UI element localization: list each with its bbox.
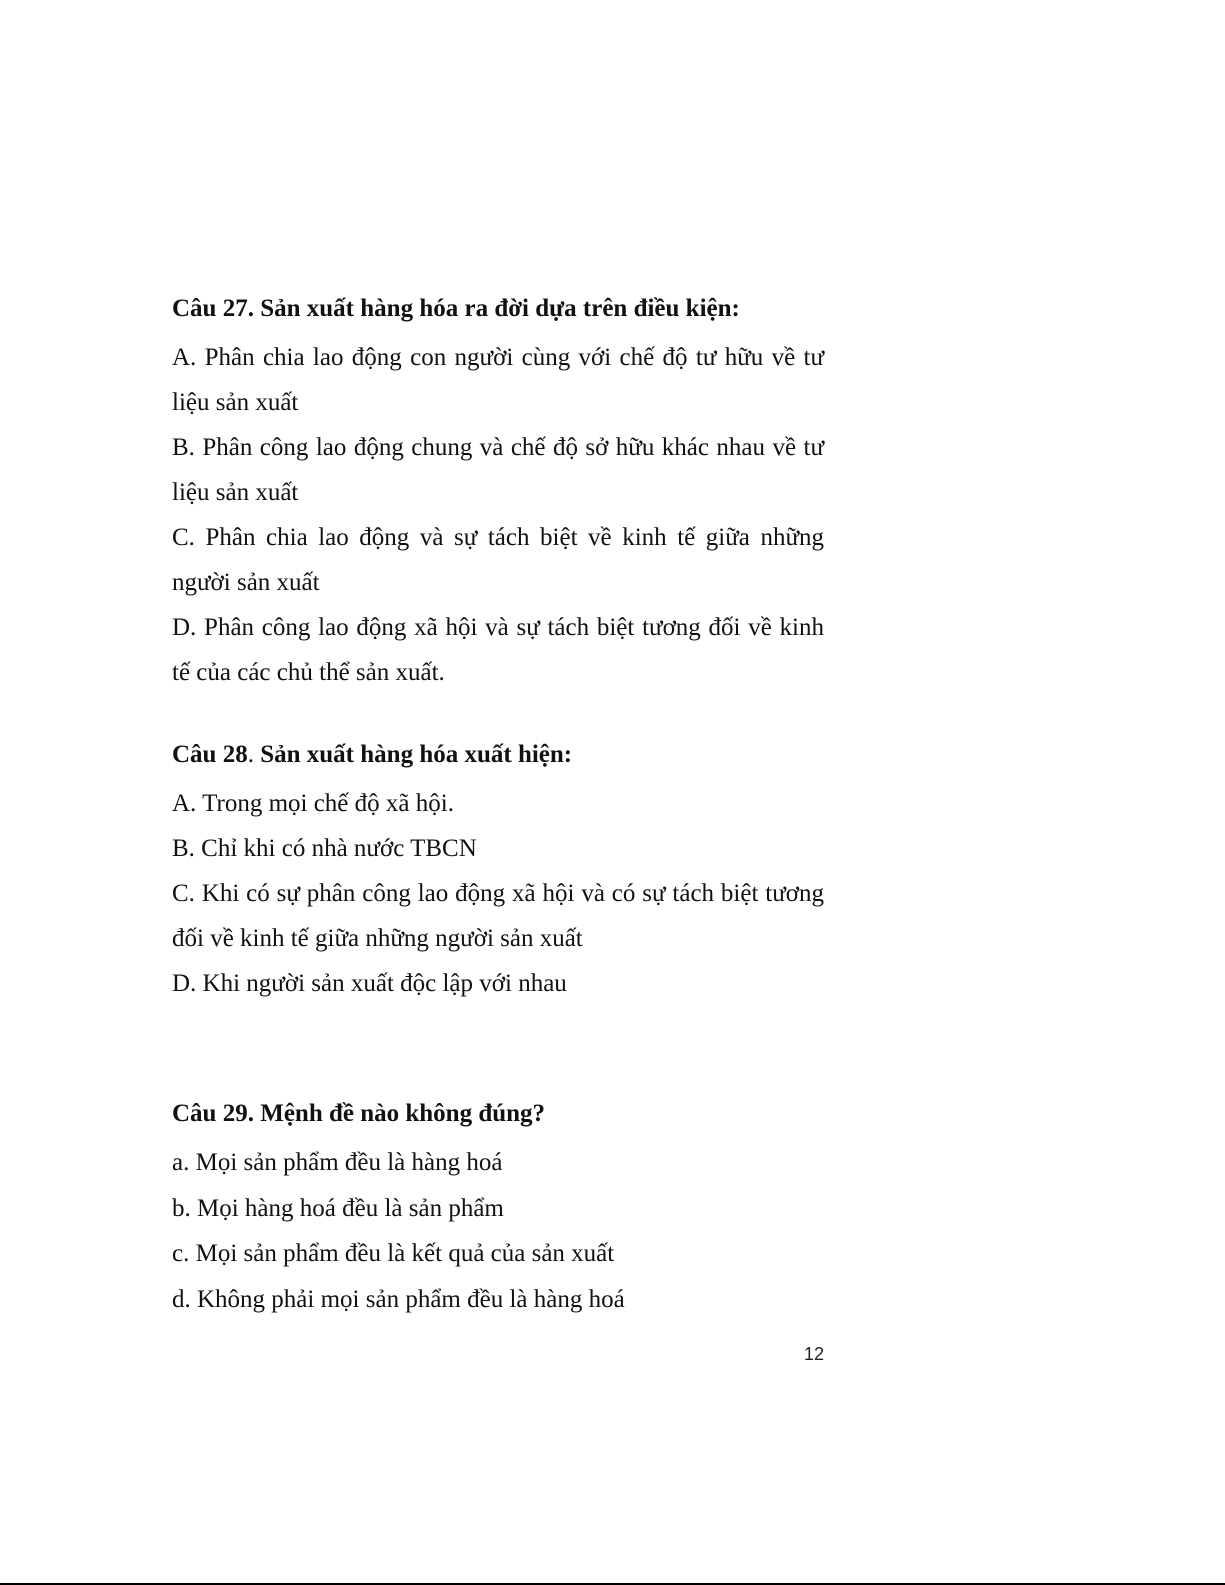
question-separator: . (247, 1100, 254, 1127)
question-text: Sản xuất hàng hóa ra đời dựa trên điều kiện: (253, 295, 740, 322)
question-title (172, 1094, 824, 1134)
page-content (172, 289, 824, 1322)
question-29 (172, 1094, 824, 1322)
page-number: 12 (803, 1344, 824, 1364)
question-text: Mệnh đề nào không đúng? (253, 1100, 546, 1127)
question-number: Câu 27 (172, 295, 248, 322)
answer-option-a: a. Mọi sản phẩm đều là hàng hoá (172, 1149, 503, 1176)
question-title (172, 735, 824, 775)
answer-option-b: B. Chỉ khi có nhà nước TBCN (172, 835, 477, 862)
question-28 (172, 735, 824, 1006)
question-27 (172, 289, 824, 695)
answer-option-d: D. Phân công lao động xã hội và sự tách biệt tương đối về kinh tế của các chủ thể sản xuất. (172, 614, 824, 686)
answer-option-d: d. Không phải mọi sản phẩm đều là hàng hoá (172, 1285, 625, 1313)
question-text: Sản xuất hàng hóa xuất hiện: (253, 741, 573, 768)
question-number: Câu 28 (172, 741, 248, 768)
answer-option-a: A. Phân chia lao động con người cùng với chế độ tư hữu về tư liệu sản xuất (172, 344, 824, 416)
question-separator: . (247, 741, 254, 768)
answer-option-b: B. Phân công lao động chung và chế độ sở hữu khác nhau về tư liệu sản xuất (172, 434, 824, 506)
answer-option-b: b. Mọi hàng hoá đều là sản phẩm (172, 1194, 504, 1222)
answer-option-d: D. Khi người sản xuất độc lập với nhau (172, 970, 567, 997)
question-title (172, 289, 824, 329)
answer-option-c: C. Phân chia lao động và sự tách biệt về kinh tế giữa những người sản xuất (172, 524, 824, 596)
answer-option-c: c. Mọi sản phẩm đều là kết quả của sản xuất (172, 1240, 615, 1267)
question-separator: . (247, 295, 254, 322)
answer-option-c: C. Khi có sự phân công lao động xã hội và có sự tách biệt tương đối về kinh tế giữa những người sản xuất (172, 880, 824, 952)
answer-option-a: A. Trong mọi chế độ xã hội. (172, 790, 454, 817)
question-number: Câu 29 (172, 1100, 248, 1127)
